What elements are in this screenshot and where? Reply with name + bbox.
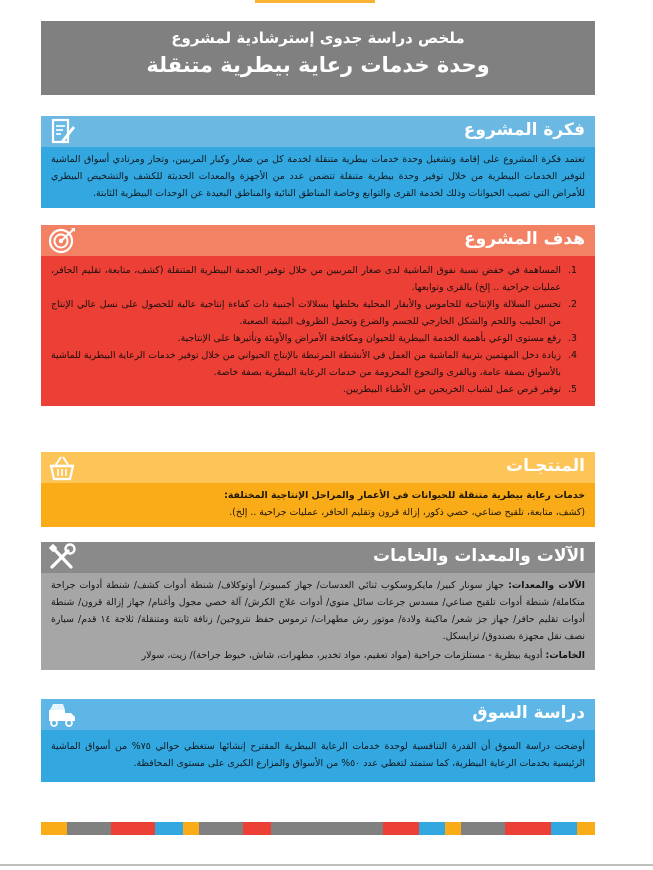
section-header [41, 699, 595, 730]
section-idea [41, 116, 595, 208]
products-line: خدمات رعاية بيطرية متنقلة للحيوانات في الأعمار والمراحل الإنتاجية المختلفة: [224, 490, 585, 501]
section-header [41, 116, 595, 147]
basket-icon [47, 453, 77, 482]
color-segment [505, 822, 551, 835]
section-title: المنتجـات [505, 456, 585, 476]
truck-icon [47, 700, 77, 729]
color-segment [41, 822, 67, 835]
section-body: تعتمد فكرة المشروع على إقامة وتشغيل وحدة خدمات بيطرية متنقلة لخدمة كل من صغار وكبار المربيين، وتجار ومرتادي أسواق الماشية لتوفير الخدمات البيطرية من خلال توفير وحدة بيطرية متنقلة تتضمن عدد من الأجهزة والمعدات الحديثة للكشف والتشخيص البيطري للأمراض التي تصيب الحيوانات وذلك لخدمة القرى والتوابع وخاصة المناطق النائية والمناطق البعيدة عن الوحدات البيطرية الثابتة. [41, 147, 595, 208]
goal-item: 4. زيادة دخل المهتمين بتربية الماشية من العمل في الأنشطة المرتبطة بالإنتاج الحيواني من خلال توفير خدمات الرعاية البيطرية للماشية بالأسواق بصفة عامة، وبالقرى والنجوع المحرومة من خدمات الرعاية البيطرية بصفة خاصة. [51, 347, 565, 381]
tools-icon [47, 543, 77, 572]
materials-text: أدوية بيطرية - مستلزمات جراحية (مواد تعقيم، مواد تخدير، مطهرات، شاش، خيوط جراحة)/ زيت، سولار [141, 650, 543, 661]
color-segment [445, 822, 461, 835]
color-segment [67, 822, 111, 835]
equipment-paragraph [51, 577, 585, 645]
section-products [41, 452, 595, 527]
section-title: هدف المشروع [464, 229, 585, 249]
products-line: (كشف، متابعة، تلقيح صناعي، خصي ذكور، إزالة قرون وتقليم الحافر، عمليات جراحية .. إلخ). [229, 507, 585, 518]
color-segment [271, 822, 383, 835]
goal-item: 1. المساهمة في خفض نسبة نفوق الماشية لدى صغار المربيين من خلال توفير الخدمة البيطرية المتنقلة (كشف، متابعة، تقليم الحافر، عمليات جراحية .. إلخ) بالقرى وتوابعها. [51, 262, 565, 296]
section-title: دراسة السوق [472, 703, 585, 723]
goal-item: 5. توفير فرص عمل لشباب الخريجين من الأطباء البيطريين. [51, 381, 565, 398]
equipment-text: جهاز سونار كبير/ مايكروسكوب ثنائي العدسات/ جهاز كمبيوتر/ أوتوكلاف/ شنطة أدوات كشف/ شنطة أدوات جراحة متكاملة/ شنطة أدوات تلقيح صناعي/ مسدس جرعات سائل منوي/ أدوات علاج الكرش/ آلة خصي مجول وأغنام/ جهاز إزالة قرون/ شنطة أدوات تقليم حافر/ جهاز جز شعر/ ماكينة ولادة/ موتور رش مطهرات/ ترموس حفظ نتروجين/ زنافة ثابتة ومتنقلة/ ثلاجة ١٤ قدم/ سيارة نصف نقل مجهزة بصندوق/ ترايسكل. [51, 580, 585, 642]
section-body [41, 256, 595, 406]
materials-paragraph [51, 647, 585, 664]
color-segment [551, 822, 577, 835]
section-title: فكرة المشروع [463, 120, 585, 140]
top-accent-strip [255, 0, 375, 3]
decorative-color-bar [41, 822, 595, 835]
goals-list [51, 262, 585, 398]
color-segment [243, 822, 271, 835]
page-bottom-rule [0, 864, 653, 866]
section-header [41, 225, 595, 256]
page-subtitle: ملخص دراسة جدوى إسترشادية لمشروع [171, 29, 465, 47]
color-segment [183, 822, 199, 835]
page-title: وحدة خدمات رعاية بيطرية متنقلة [146, 53, 490, 77]
section-body: أوضحت دراسة السوق أن القدرة التنافسية لوحدة خدمات الرعاية البيطرية المقترح إنشائها ستغطي حوالي ٧٥% من أسواق الماشية الرئيسية بخدمات الرعاية البيطرية، كما ستمتد لتغطي عدد ٥٠% من الأسواق والمزارع الكبرى على مستوى المحافظة. [41, 730, 595, 782]
section-header [41, 542, 595, 573]
pencil-notepad-icon [47, 117, 77, 146]
section-body [41, 483, 595, 527]
color-segment [461, 822, 505, 835]
color-segment [419, 822, 445, 835]
color-segment [155, 822, 183, 835]
section-body [41, 573, 595, 670]
materials-label: الخامات: [545, 650, 585, 661]
section-market [41, 699, 595, 782]
section-goal [41, 225, 595, 406]
color-segment [383, 822, 419, 835]
section-title: الآلات والمعدات والخامات [373, 546, 585, 566]
goal-item: 3. رفع مستوى الوعي بأهمية الخدمة البيطرية للحيوان ومكافحة الأمراض والأوبئة وتأثيرها على الإنتاجية. [51, 330, 565, 347]
color-segment [199, 822, 243, 835]
goal-item: 2. تحسين السلالة والإنتاجية للجاموس والأبقار المحلية بخلطها بسلالات أجنبية ذات كفاءة إنتاجية عالية للحصول على نسل عالي الإنتاج من الحليب واللحم والشكل الخارجي للجسم والضرع وتحمل الظروف البيئية الصعبة. [51, 296, 565, 330]
color-segment [577, 822, 595, 835]
equipment-label: الآلات والمعدات: [508, 580, 586, 591]
title-banner [41, 21, 595, 95]
target-icon [47, 226, 77, 255]
color-segment [111, 822, 155, 835]
section-equipment [41, 542, 595, 670]
section-header [41, 452, 595, 483]
